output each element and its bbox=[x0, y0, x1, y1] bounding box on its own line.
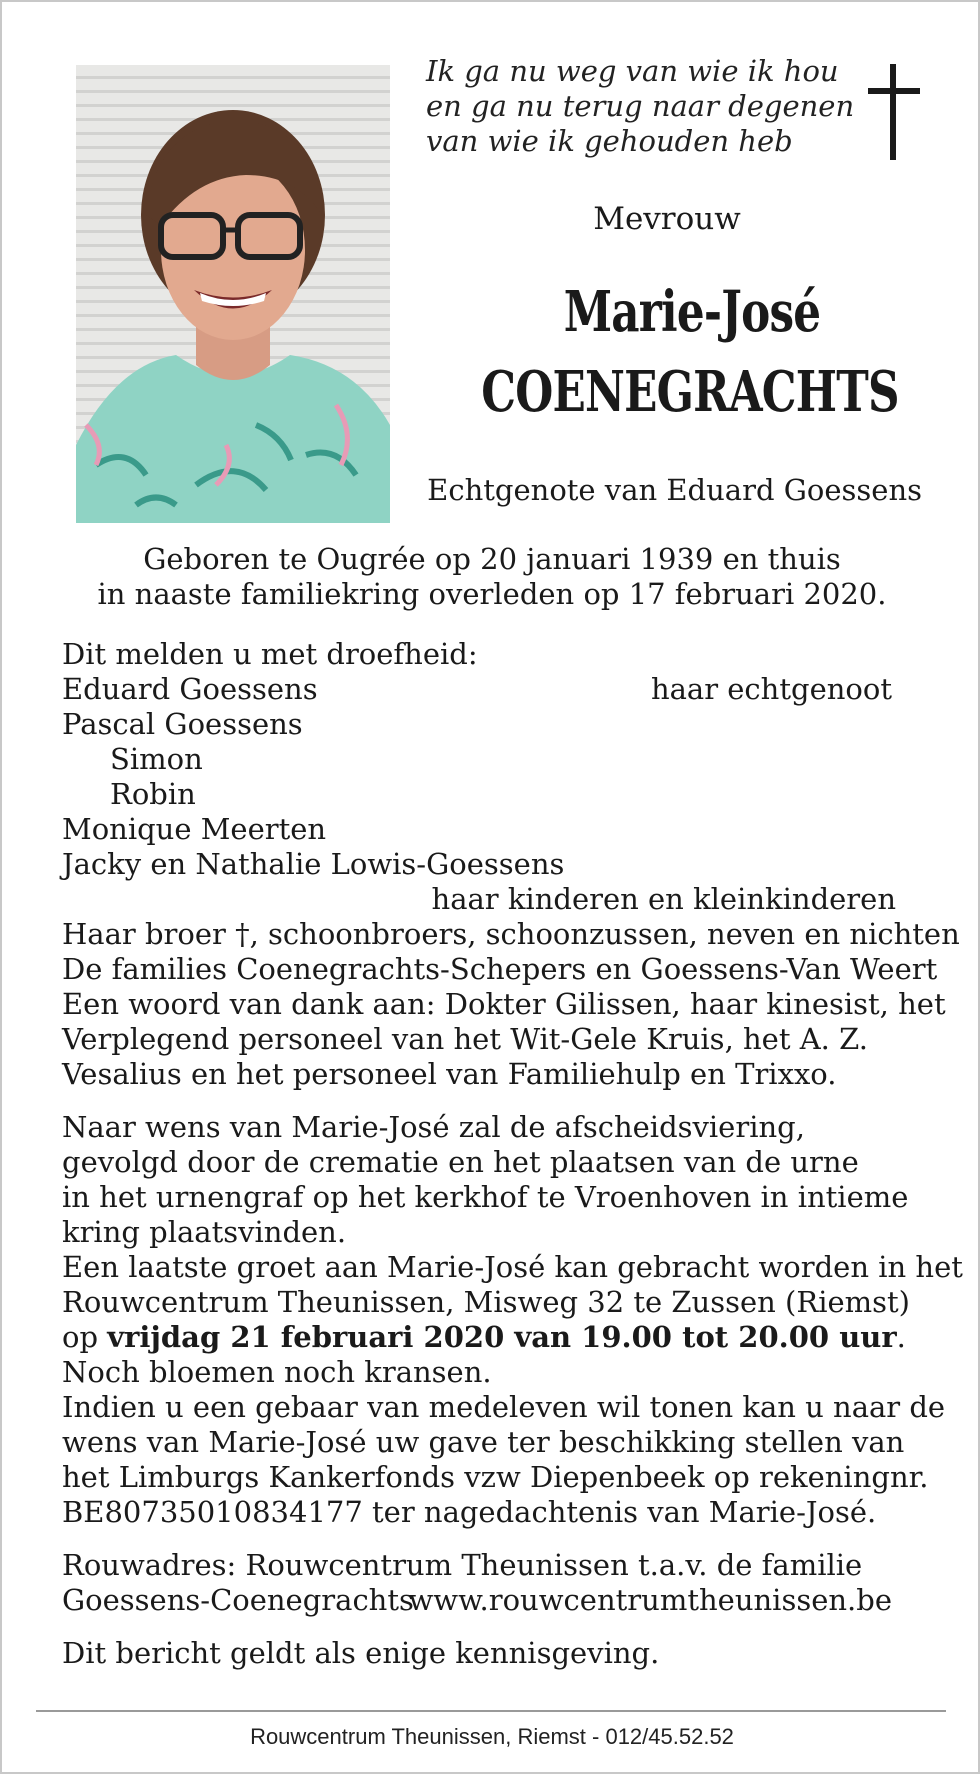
ceremony-line: wens van Marie-José uw gave ter beschikking stellen van bbox=[62, 1425, 905, 1459]
closing-line: Dit bericht geldt als enige kennisgeving. bbox=[62, 1636, 660, 1670]
visit-time: vrijdag 21 februari 2020 van 19.00 tot 20.00 uur bbox=[107, 1320, 897, 1354]
family-name: Goessens-Coenegrachts bbox=[62, 1583, 414, 1617]
ceremony-line: Naar wens van Marie-José zal de afscheidsviering, bbox=[62, 1110, 805, 1144]
life-line: in naaste familiekring overleden op 17 februari 2020. bbox=[97, 577, 887, 611]
brother-line bbox=[62, 917, 960, 952]
visit-prefix: op bbox=[62, 1320, 108, 1354]
ceremony-line: Indien u een gebaar van medeleven wil tonen kan u naar de bbox=[62, 1390, 946, 1424]
address-line bbox=[62, 1583, 922, 1618]
deceased-last-name: COENEGRACHTS bbox=[481, 359, 899, 425]
ceremony-line: in het urnengraf op het kerkhof te Vroenhoven in intieme bbox=[62, 1180, 909, 1214]
ceremony-line: het Limburgs Kankerfonds vzw Diepenbeek op rekeningnr. bbox=[62, 1460, 929, 1494]
mourners-intro: Dit melden u met droefheid: bbox=[62, 637, 478, 671]
mourner-name: Eduard Goessens bbox=[62, 672, 318, 706]
children-relation: haar kinderen en kleinkinderen bbox=[431, 882, 896, 916]
poem-line: Ik ga nu weg van wie ik hou bbox=[426, 54, 839, 88]
mourner-child: Pascal Goessens bbox=[62, 707, 303, 741]
thanks-line: Een woord van dank aan: Dokter Gilissen, haar kinesist, het bbox=[62, 987, 946, 1021]
announcement-body bbox=[62, 637, 963, 1671]
cross-icon bbox=[864, 62, 924, 162]
footer-contact: Rouwcentrum Theunissen, Riemst - 012/45.52.52 bbox=[250, 1724, 734, 1749]
memorial-poem bbox=[426, 54, 855, 159]
deceased-cross-icon: † bbox=[235, 917, 250, 951]
mourner-child: Monique Meerten bbox=[62, 812, 327, 846]
portrait-photo bbox=[76, 65, 390, 523]
address-line: Rouwadres: Rouwcentrum Theunissen t.a.v. de familie bbox=[62, 1548, 863, 1582]
honorific-title: Mevrouw bbox=[593, 201, 741, 237]
ceremony-line: BE80735010834177 ter nagedachtenis van Marie-José. bbox=[62, 1495, 877, 1529]
brother-text: Haar broer bbox=[62, 917, 236, 951]
life-dates bbox=[62, 542, 922, 612]
deceased-first-name: Marie-José bbox=[563, 279, 821, 345]
visit-suffix: . bbox=[896, 1320, 906, 1354]
poem-line: en ga nu terug naar degenen bbox=[426, 89, 855, 123]
mourner-child: Jacky en Nathalie Lowis-Goessens bbox=[62, 847, 565, 881]
ceremony-line: kring plaatsvinden. bbox=[62, 1215, 347, 1249]
ceremony-line: gevolgd door de crematie en het plaatsen van de urne bbox=[62, 1145, 859, 1179]
families-line: De families Coenegrachts-Schepers en Goessens-Van Weert bbox=[62, 952, 938, 986]
visit-time-line bbox=[62, 1320, 922, 1355]
ceremony-line: Rouwcentrum Theunissen, Misweg 32 te Zussen (Riemst) bbox=[62, 1285, 910, 1319]
website-link[interactable]: www.rouwcentrumtheunissen.be bbox=[408, 1583, 892, 1617]
ceremony-line: Een laatste groet aan Marie-José kan gebracht worden in het bbox=[62, 1250, 963, 1284]
life-line: Geboren te Ougrée op 20 januari 1939 en thuis bbox=[143, 542, 841, 576]
relatives-text: , schoonbroers, schoonzussen, neven en nichten bbox=[249, 917, 960, 951]
mourner-grandchild: Simon bbox=[110, 742, 203, 776]
mourner-husband bbox=[62, 672, 922, 707]
thanks-line: Verplegend personeel van het Wit-Gele Kruis, het A. Z. bbox=[62, 1022, 868, 1056]
mourner-grandchild: Robin bbox=[110, 777, 196, 811]
footer-divider bbox=[36, 1710, 946, 1712]
spouse-line: Echtgenote van Eduard Goessens bbox=[427, 473, 922, 507]
ceremony-line: Noch bloemen noch kransen. bbox=[62, 1355, 492, 1389]
mourner-relation: haar echtgenoot bbox=[650, 672, 892, 706]
thanks-line: Vesalius en het personeel van Familiehulp en Trixxo. bbox=[62, 1057, 837, 1091]
poem-line: van wie ik gehouden heb bbox=[426, 124, 793, 158]
